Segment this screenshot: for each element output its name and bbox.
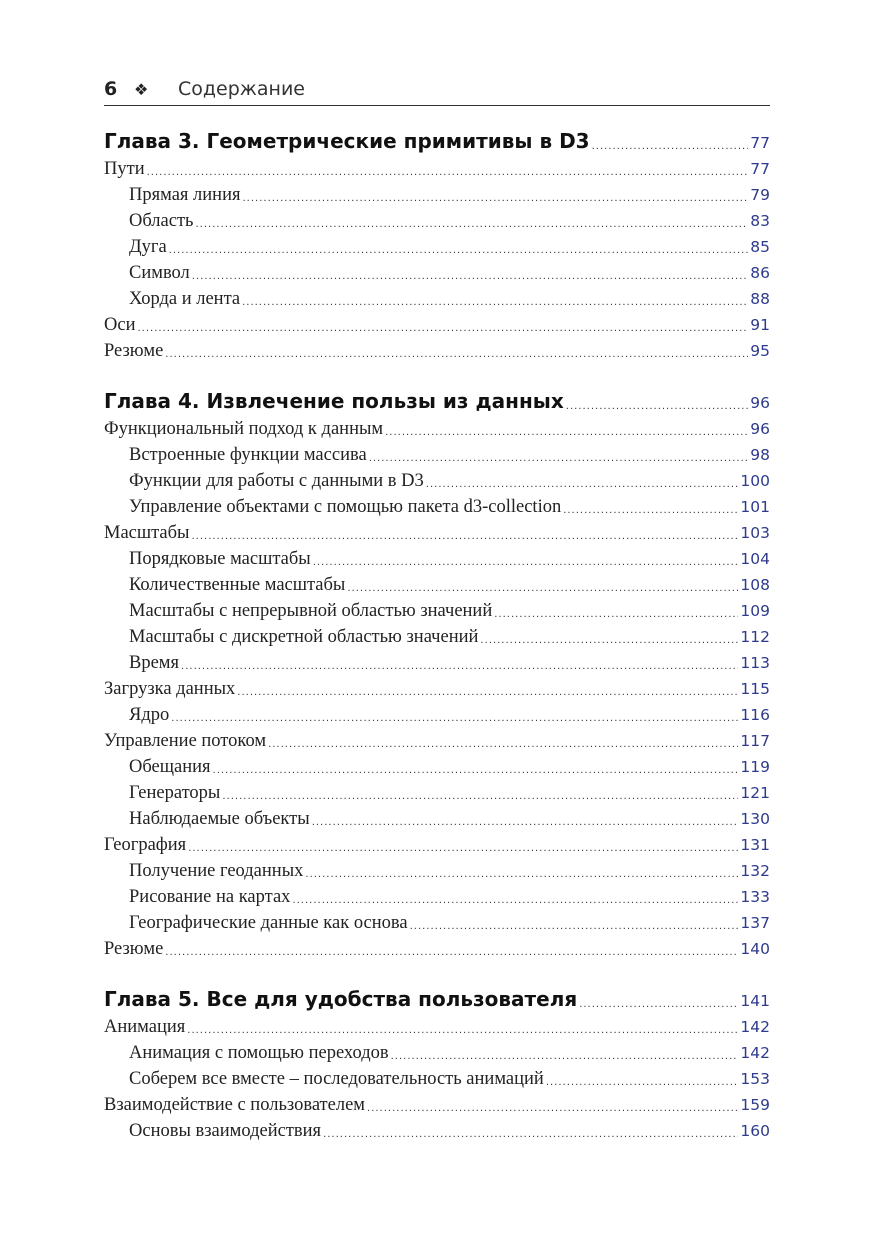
toc-page-number: 88 <box>750 290 770 308</box>
dot-leader <box>165 944 738 962</box>
toc-page-number: 101 <box>740 498 770 516</box>
toc-entry-label: Масштабы с непрерывной областью значений <box>129 601 493 621</box>
dot-leader <box>592 138 749 156</box>
dot-leader <box>323 1126 738 1144</box>
dot-leader <box>305 866 738 884</box>
toc-page-number: 95 <box>750 342 770 360</box>
dot-leader <box>546 1074 739 1092</box>
toc-entry-label: Резюме <box>104 341 164 361</box>
toc-page-number: 77 <box>750 134 770 152</box>
toc-page-number: 117 <box>740 732 770 750</box>
toc-entry-label: Область <box>129 211 194 231</box>
dot-leader <box>181 658 738 676</box>
dot-leader <box>566 398 749 416</box>
toc-entry-label: Управление объектами с помощью пакета d3-collection <box>129 497 562 517</box>
toc-subsection-entry[interactable] <box>104 754 770 780</box>
dot-leader <box>187 1022 738 1040</box>
toc-subsection-entry[interactable] <box>104 858 770 884</box>
toc-entry-label: Основы взаимодействия <box>129 1121 322 1141</box>
toc-subsection-entry[interactable] <box>104 650 770 676</box>
toc-page-number: 131 <box>740 836 770 854</box>
toc-page-number: 77 <box>750 160 770 178</box>
toc-subsection-entry[interactable] <box>104 806 770 832</box>
toc-subsection-entry[interactable] <box>104 598 770 624</box>
toc-section-entry[interactable] <box>104 676 770 702</box>
toc-page-number: 137 <box>740 914 770 932</box>
dot-leader <box>196 216 749 234</box>
toc-page-number: 83 <box>750 212 770 230</box>
toc-page-number: 113 <box>740 654 770 672</box>
toc-subsection-entry[interactable] <box>104 910 770 936</box>
toc-section-entry[interactable] <box>104 832 770 858</box>
toc-page-number: 96 <box>750 420 770 438</box>
dot-leader <box>268 736 738 754</box>
toc-subsection-entry[interactable] <box>104 234 770 260</box>
toc-entry-label: Время <box>129 653 180 673</box>
toc-subsection-entry[interactable] <box>104 1066 770 1092</box>
toc-entry-label: Анимация <box>104 1017 186 1037</box>
toc-section-entry[interactable] <box>104 1092 770 1118</box>
toc-page-number: 104 <box>740 550 770 568</box>
toc-subsection-entry[interactable] <box>104 780 770 806</box>
toc-entry-label: Хорда и лента <box>129 289 241 309</box>
toc-page-number: 116 <box>740 706 770 724</box>
dot-leader <box>426 476 739 494</box>
toc-subsection-entry[interactable] <box>104 702 770 728</box>
toc-page-number: 86 <box>750 264 770 282</box>
dot-leader <box>579 996 738 1014</box>
dot-leader <box>192 268 748 286</box>
toc-section-entry[interactable] <box>104 338 770 364</box>
toc-page-number: 79 <box>750 186 770 204</box>
toc-page-number: 100 <box>740 472 770 490</box>
toc-entry-label: Количественные масштабы <box>129 575 346 595</box>
toc-entry-label: Географические данные как основа <box>129 913 408 933</box>
toc-entry-label: Генераторы <box>129 783 221 803</box>
dot-leader <box>191 528 738 546</box>
dot-leader <box>169 242 749 260</box>
toc-page-number: 140 <box>740 940 770 958</box>
toc-page-number: 109 <box>740 602 770 620</box>
toc-subsection-entry[interactable] <box>104 546 770 572</box>
dot-leader <box>171 710 738 728</box>
toc-entry-label: Функции для работы с данными в D3 <box>129 471 424 491</box>
toc-subsection-entry[interactable] <box>104 468 770 494</box>
toc-entry-label: Пути <box>104 159 145 179</box>
dot-leader <box>147 164 749 182</box>
toc-entry-label: Обещания <box>129 757 211 777</box>
dot-leader <box>165 346 748 364</box>
toc-page-number: 159 <box>740 1096 770 1114</box>
toc-page-number: 133 <box>740 888 770 906</box>
dot-leader <box>480 632 738 650</box>
toc-page-number: 115 <box>740 680 770 698</box>
dot-leader <box>369 450 749 468</box>
toc-section-entry[interactable] <box>104 416 770 442</box>
toc-entry-label: Порядковые масштабы <box>129 549 311 569</box>
dot-leader <box>410 918 739 936</box>
toc-page-number: 112 <box>740 628 770 646</box>
toc-page-number: 160 <box>740 1122 770 1140</box>
dot-leader <box>213 762 739 780</box>
toc-section-entry[interactable] <box>104 520 770 546</box>
dot-leader <box>494 606 738 624</box>
toc-subsection-entry[interactable] <box>104 1118 770 1144</box>
toc-entry-label: Взаимодействие с пользователем <box>104 1095 366 1115</box>
running-head-title: Содержание <box>178 78 305 100</box>
toc-subsection-entry[interactable] <box>104 572 770 598</box>
toc-page-number: 98 <box>750 446 770 464</box>
toc-entry-label: Функциональный подход к данным <box>104 419 384 439</box>
toc-page-number: 141 <box>740 992 770 1010</box>
toc-subsection-entry[interactable] <box>104 442 770 468</box>
dot-leader <box>312 814 739 832</box>
toc-subsection-entry[interactable] <box>104 208 770 234</box>
toc-entry-label: Оси <box>104 315 136 335</box>
toc-chapter-entry[interactable] <box>104 386 770 416</box>
toc-page-number: 119 <box>740 758 770 776</box>
toc-entry-label: Символ <box>129 263 190 283</box>
dot-leader <box>563 502 738 520</box>
toc-entry-label: Получение геоданных <box>129 861 304 881</box>
toc-entry-label: Масштабы <box>104 523 190 543</box>
ornament-icon: ❖ <box>134 79 149 99</box>
toc-subsection-entry[interactable] <box>104 182 770 208</box>
toc-entry-label: Дуга <box>129 237 167 257</box>
toc-entry-label: Резюме <box>104 939 164 959</box>
toc-entry-label: Масштабы с дискретной областью значений <box>129 627 479 647</box>
toc-page-number: 142 <box>740 1044 770 1062</box>
dot-leader <box>188 840 738 858</box>
toc-entry-label: Глава 3. Геометрические примитивы в D3 <box>104 129 590 153</box>
toc-entry-label: Встроенные функции массива <box>129 445 367 465</box>
toc-entry-label: Прямая линия <box>129 185 241 205</box>
toc-page-number: 85 <box>750 238 770 256</box>
toc-subsection-entry[interactable] <box>104 286 770 312</box>
toc-entry-label: Загрузка данных <box>104 679 236 699</box>
toc-entry-label: Наблюдаемые объекты <box>129 809 310 829</box>
toc-subsection-entry[interactable] <box>104 260 770 286</box>
toc-chapter-entry[interactable] <box>104 126 770 156</box>
dot-leader <box>292 892 738 910</box>
header-rule <box>104 105 770 106</box>
toc-subsection-entry[interactable] <box>104 494 770 520</box>
toc-subsection-entry[interactable] <box>104 1040 770 1066</box>
toc-page-number: 103 <box>740 524 770 542</box>
toc-entry-label: Анимация с помощью переходов <box>129 1043 389 1063</box>
toc-section-entry[interactable] <box>104 156 770 182</box>
running-head <box>104 76 770 102</box>
toc-section-entry[interactable] <box>104 312 770 338</box>
dot-leader <box>137 320 748 338</box>
toc-chapter-entry[interactable] <box>104 984 770 1014</box>
dot-leader <box>313 554 739 572</box>
toc-page-number: 132 <box>740 862 770 880</box>
toc-entry-label: География <box>104 835 187 855</box>
table-of-contents <box>104 126 770 1144</box>
toc-page-number: 108 <box>740 576 770 594</box>
dot-leader <box>367 1100 738 1118</box>
toc-page-number: 91 <box>750 316 770 334</box>
dot-leader <box>391 1048 739 1066</box>
dot-leader <box>243 190 749 208</box>
toc-entry-label: Глава 4. Извлечение пользы из данных <box>104 389 564 413</box>
toc-entry-label: Рисование на картах <box>129 887 291 907</box>
toc-subsection-entry[interactable] <box>104 884 770 910</box>
dot-leader <box>237 684 738 702</box>
dot-leader <box>222 788 738 806</box>
toc-page-number: 96 <box>750 394 770 412</box>
toc-subsection-entry[interactable] <box>104 624 770 650</box>
toc-page-number: 121 <box>740 784 770 802</box>
toc-entry-label: Управление потоком <box>104 731 267 751</box>
dot-leader <box>242 294 748 312</box>
toc-entry-label: Соберем все вместе – последовательность анимаций <box>129 1069 544 1089</box>
toc-entry-label: Глава 5. Все для удобства пользователя <box>104 987 578 1011</box>
dot-leader <box>347 580 738 598</box>
toc-page-number: 153 <box>740 1070 770 1088</box>
toc-section-entry[interactable] <box>104 936 770 962</box>
toc-section-entry[interactable] <box>104 728 770 754</box>
dot-leader <box>385 424 748 442</box>
toc-page-number: 142 <box>740 1018 770 1036</box>
toc-page-number: 130 <box>740 810 770 828</box>
page-number: 6 <box>104 78 118 100</box>
toc-entry-label: Ядро <box>129 705 170 725</box>
toc-section-entry[interactable] <box>104 1014 770 1040</box>
